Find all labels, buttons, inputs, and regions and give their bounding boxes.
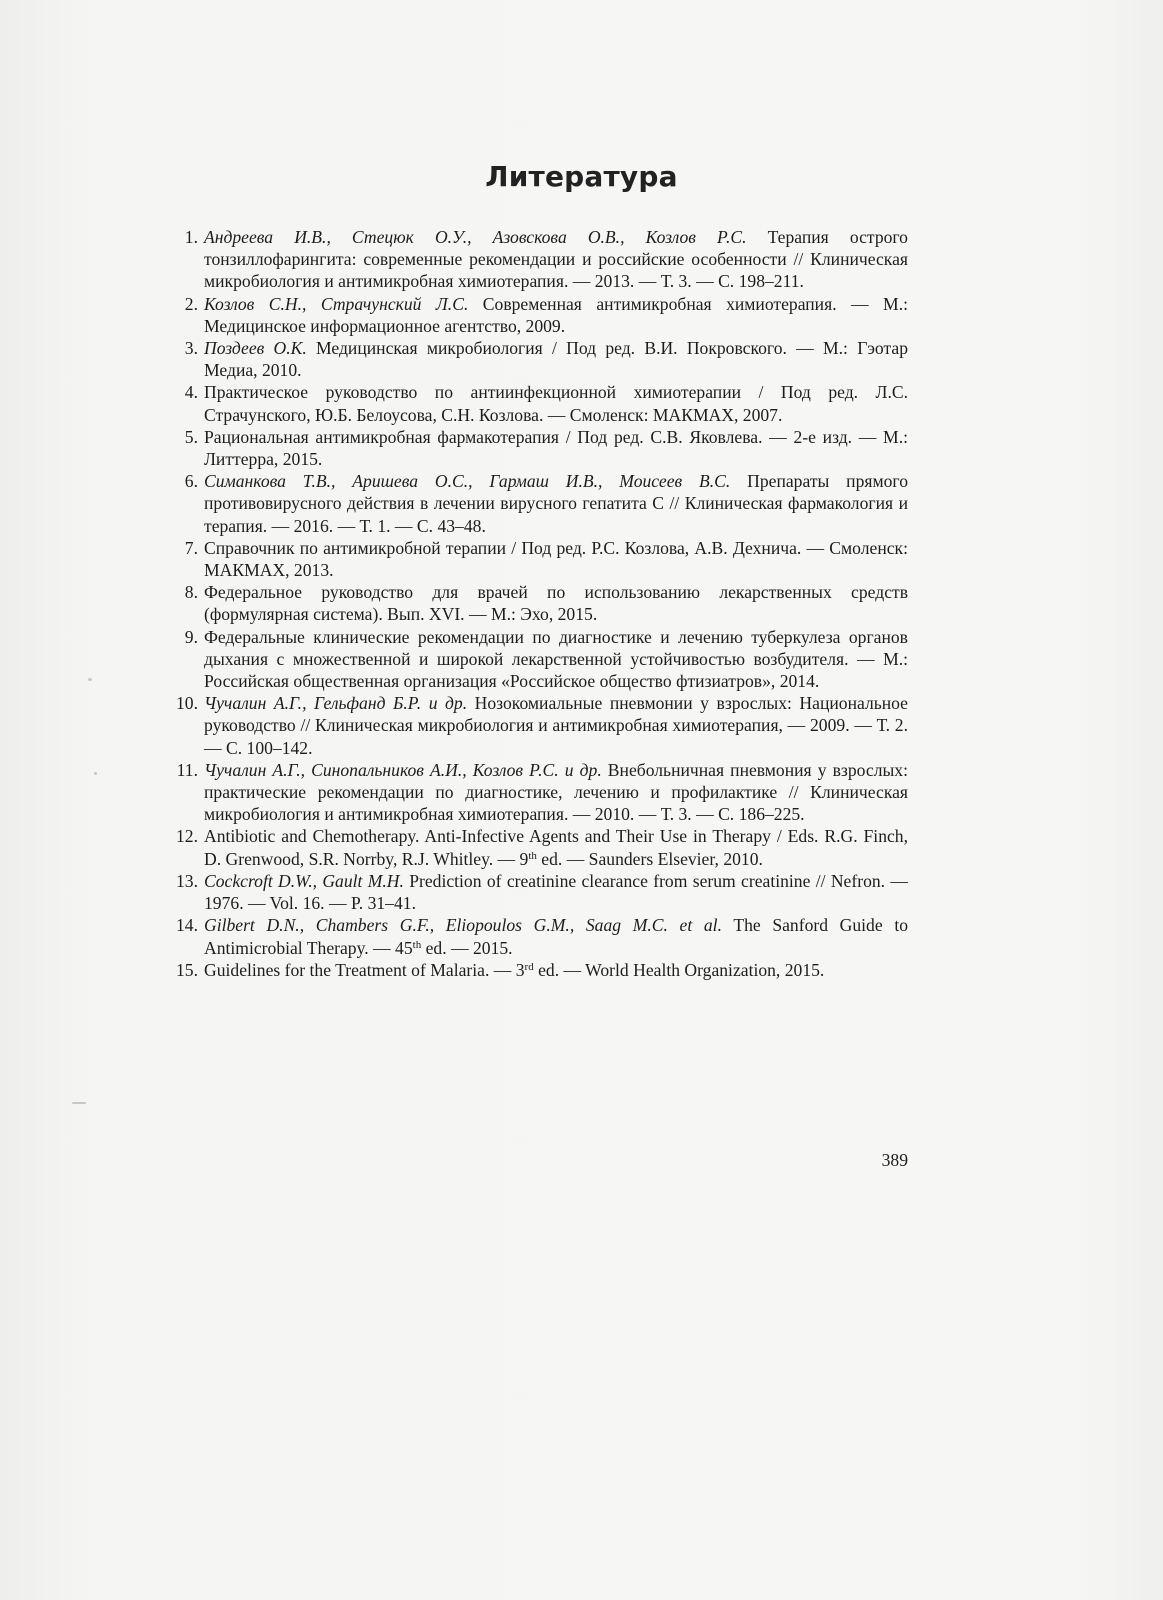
scan-speck bbox=[72, 1102, 86, 1104]
reference-text: Guidelines for the Treatment of Malaria. — 3 bbox=[204, 959, 525, 980]
reference-authors: Андреева И.В., Стецюк О.У., Азовскова О.В., Козлов Р.С. bbox=[204, 227, 747, 247]
reference-authors: Чучалин А.Г., Синопальников А.И., Козлов Р.С. и др. bbox=[204, 759, 602, 780]
reference-text: Нозокомиальные пневмонии у взрослых: Национальное руководство // Клиническая микробиология и антимикробная химиотерапия, — 2009. — Т. 2. — С. 100–142. bbox=[204, 693, 908, 758]
page-title: Литература bbox=[485, 160, 678, 193]
reference-number: 7. bbox=[184, 537, 198, 558]
reference-item bbox=[168, 381, 908, 425]
reference-item bbox=[168, 293, 908, 337]
reference-text-continued: ed. — World Health Organization, 2015. bbox=[533, 959, 825, 980]
reference-number: 11. bbox=[176, 759, 198, 780]
scan-speck bbox=[94, 772, 97, 775]
reference-item bbox=[168, 959, 908, 981]
reference-number: 9. bbox=[184, 626, 198, 647]
reference-number: 14. bbox=[176, 915, 198, 936]
reference-text: Prediction of creatinine clearance from serum creatinine // Nefron. — 1976. — Vol. 16. — P. 31–41. bbox=[204, 870, 908, 914]
reference-superscript: th bbox=[412, 938, 422, 951]
reference-text-continued: ed. — Saunders Elsevier, 2010. bbox=[536, 848, 763, 869]
reference-text: Практическое руководство по антиинфекционной химиотерапии / Под ред. Л.С. Страчунского, Ю.Б. Белоусова, С.Н. Козлова. — Смоленск: МАКМАХ, 2007. bbox=[204, 382, 908, 425]
reference-item bbox=[168, 870, 908, 914]
scan-speck bbox=[88, 678, 92, 681]
reference-number: 12. bbox=[176, 826, 198, 847]
reference-item bbox=[168, 692, 908, 759]
reference-item bbox=[168, 825, 908, 869]
reference-number: 10. bbox=[176, 693, 198, 714]
reference-item bbox=[168, 759, 908, 826]
reference-authors: Поздеев О.К. bbox=[204, 338, 307, 359]
reference-authors: Cockcroft D.W., Gault M.H. bbox=[204, 870, 404, 891]
page-number: 389 bbox=[881, 1150, 908, 1170]
reference-text: Федеральное руководство для врачей по использованию лекарственных средств (формулярная система). Вып. XVI. — М.: Эхо, 2015. bbox=[204, 582, 908, 625]
reference-text: Современная антимикробная химиотерапия. — М.: Медицинское информационное агентство, 2009. bbox=[204, 293, 908, 336]
reference-item bbox=[168, 226, 908, 293]
reference-authors: Gilbert D.N., Chambers G.F., Eliopoulos G.M., Saag M.C. et al. bbox=[204, 915, 722, 936]
reference-number: 8. bbox=[184, 582, 198, 603]
reference-number: 1. bbox=[184, 227, 198, 247]
reference-number: 3. bbox=[184, 338, 198, 359]
reference-item bbox=[168, 337, 908, 381]
reference-text: Федеральные клинические рекомендации по диагностике и лечению туберкулеза органов дыхания с множественной и широкой лекарственной устойчивостью возбудителя. — М.: Российская общественная организация «Российское общество фтизиатров», 2014. bbox=[204, 626, 908, 692]
reference-number: 15. bbox=[176, 959, 198, 980]
reference-item bbox=[168, 426, 908, 470]
reference-item bbox=[168, 914, 908, 958]
reference-number: 13. bbox=[176, 870, 198, 891]
reference-superscript: rd bbox=[524, 960, 534, 973]
reference-text: The Sanford Guide to Antimicrobial Therapy. — 45 bbox=[204, 915, 909, 958]
reference-authors: Чучалин А.Г., Гельфанд Б.Р. и др. bbox=[204, 693, 468, 714]
reference-text-continued: ed. — 2015. bbox=[421, 937, 513, 958]
reference-list bbox=[168, 226, 908, 981]
reference-number: 4. bbox=[184, 382, 198, 403]
reference-text: Внебольничная пневмония у взрослых: практические рекомендации по диагностике, лечению и профилактике // Клиническая микробиология и антимикробная химиотерапия. — 2010. — Т. 3. — С. 186–225. bbox=[204, 759, 908, 825]
reference-authors: Симанкова Т.В., Аришева О.С., Гармаш И.В., Моисеев В.С. bbox=[204, 471, 731, 492]
reference-text: Рациональная антимикробная фармакотерапия / Под ред. С.В. Яковлева. — 2-е изд. — М.: Литтерра, 2015. bbox=[204, 426, 908, 470]
reference-item bbox=[168, 537, 908, 581]
reference-text: Терапия острого тонзиллофарингита: современные рекомендации и российские особенности // Клиническая микробиология и антимикробная химиотерапия. — 2013. — Т. 3. — С. 198–211. bbox=[204, 227, 908, 292]
reference-text: Медицинская микробиология / Под ред. В.И. Покровского. — М.: Гэотар Медиа, 2010. bbox=[204, 338, 908, 381]
reference-text: Справочник по антимикробной терапии / Под ред. Р.С. Козлова, А.В. Дехнича. — Смоленск: МАКМАХ, 2013. bbox=[204, 537, 908, 581]
reference-number: 5. bbox=[184, 426, 198, 447]
reference-authors: Козлов С.Н., Страчунский Л.С. bbox=[204, 293, 469, 314]
reference-item bbox=[168, 470, 908, 537]
reference-text: Препараты прямого противовирусного действия в лечении вирусного гепатита С // Клиническая фармакология и терапия. — 2016. — Т. 1. — С. 43–48. bbox=[204, 471, 908, 536]
reference-text: Antibiotic and Chemotherapy. Anti-Infective Agents and Their Use in Therapy / Eds. R.G. Finch, D. Grenwood, S.R. Norrby, R.J. Whitley. — 9 bbox=[204, 826, 908, 869]
reference-number: 6. bbox=[184, 471, 198, 492]
reference-superscript: th bbox=[528, 849, 537, 862]
reference-number: 2. bbox=[184, 293, 198, 314]
reference-item bbox=[168, 626, 908, 693]
reference-item bbox=[168, 581, 908, 625]
